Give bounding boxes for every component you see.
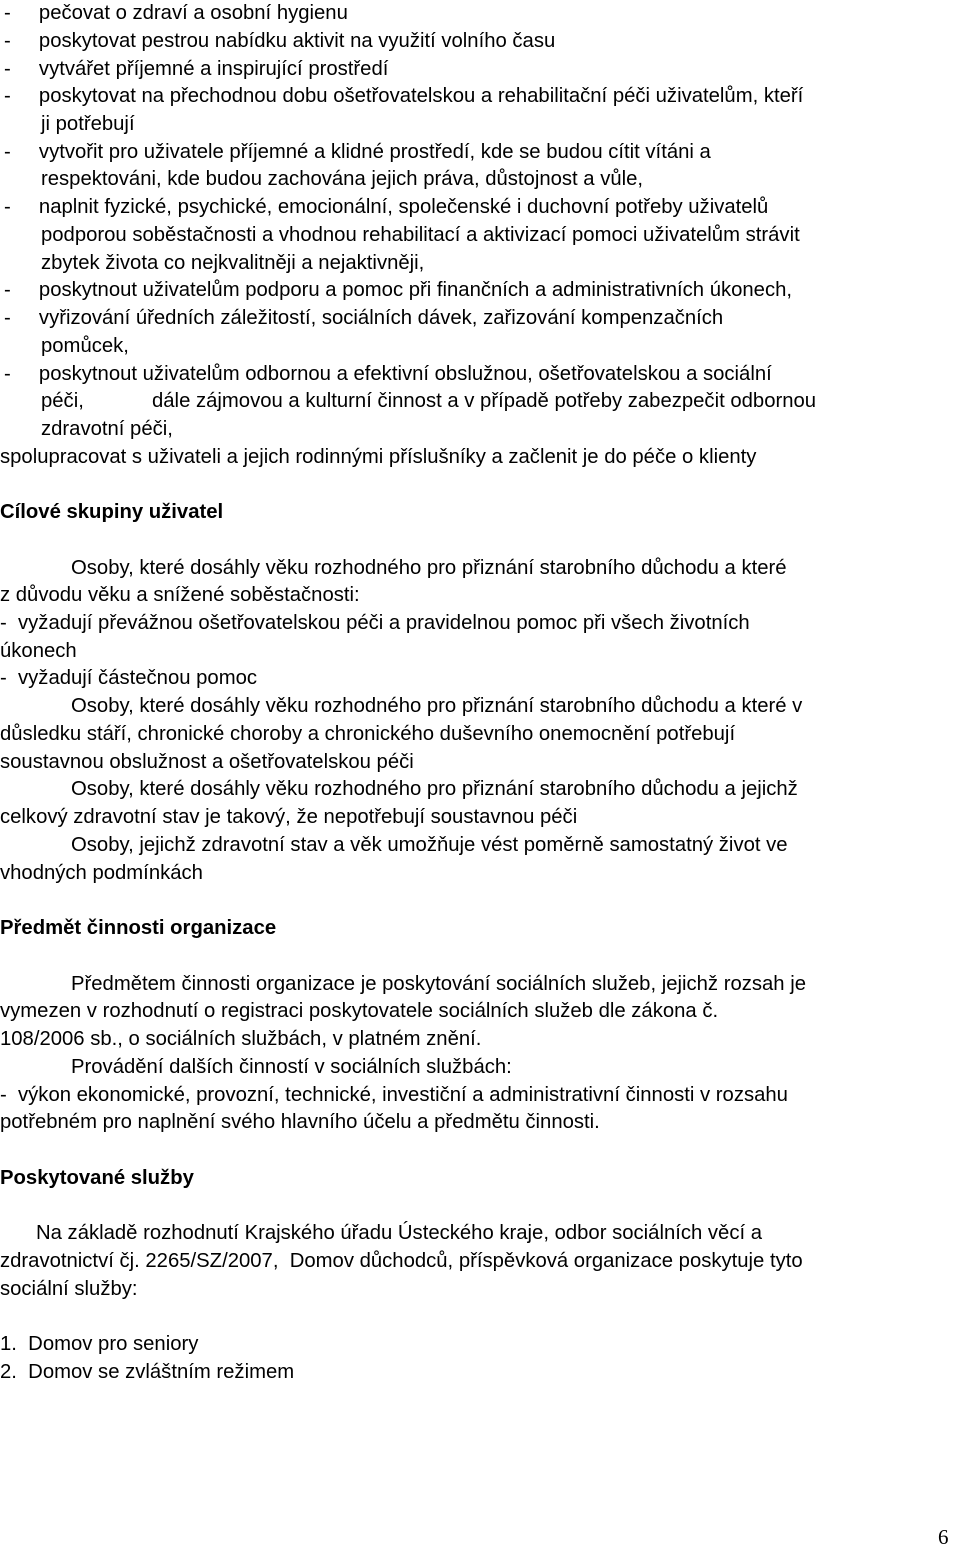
paragraph-line: Na základě rozhodnutí Krajského úřadu Ústeckého kraje, odbor sociálních věcí a xyxy=(36,1222,763,1244)
list-item-continuation: potřebném pro naplnění svého hlavního účelu a předmětu činnosti. xyxy=(0,1111,600,1133)
list-item: - vyžadují částečnou pomoc xyxy=(0,667,258,689)
paragraph-line: důsledku stáří, chronické choroby a chronického duševního onemocnění potřebují xyxy=(0,723,736,745)
paragraph-line: Osoby, jejichž zdravotní stav a věk umožňuje vést poměrně samostatný život ve xyxy=(71,834,788,856)
list-item-continuation: úkonech xyxy=(0,640,77,662)
paragraph-line: sociální služby: xyxy=(0,1278,138,1300)
list-item-continuation: pomůcek, xyxy=(41,335,129,357)
list-item-continuation: zbytek života co nejkvalitněji a nejaktivněji, xyxy=(41,252,425,274)
page-number: 6 xyxy=(938,1525,949,1549)
paragraph-line: vymezen v rozhodnutí o registraci poskytovatele sociálních služeb dle zákona č. xyxy=(0,1000,719,1022)
paragraph-line: soustavnou obslužnost a ošetřovatelskou péči xyxy=(0,751,414,773)
paragraph-line: 108/2006 sb., o sociálních službách, v platném znění. xyxy=(0,1028,482,1050)
list-item-continuation: péči, xyxy=(41,390,84,412)
list-item: - naplnit fyzické, psychické, emocionální, společenské i duchovní potřeby uživatelů xyxy=(4,196,769,218)
list-item: - poskytnout uživatelům odbornou a efektivní obslužnou, ošetřovatelskou a sociální xyxy=(4,363,772,385)
paragraph-line: celkový zdravotní stav je takový, že nepotřebují soustavnou péči xyxy=(0,806,578,828)
list-item: - výkon ekonomické, provozní, technické, investiční a administrativní činnosti v rozsahu xyxy=(0,1084,788,1106)
list-item-continuation: respektováni, kde budou zachována jejich práva, důstojnost a vůle, xyxy=(41,168,644,190)
paragraph-line: z důvodu věku a snížené soběstačnosti: xyxy=(0,584,360,606)
list-item: - vytvořit pro uživatele příjemné a klidné prostředí, kde se budou cítit vítáni a xyxy=(4,141,711,163)
list-item: - vyřizování úředních záležitostí, sociálních dávek, zařizování kompenzačních xyxy=(4,307,724,329)
list-item-continuation: dále zájmovou a kulturní činnost a v případě potřeby zabezpečit odbornou xyxy=(152,390,817,412)
section-heading: Cílové skupiny uživatel xyxy=(0,501,224,523)
paragraph-line: zdravotnictví čj. 2265/SZ/2007, Domov důchodců, příspěvková organizace poskytuje tyto xyxy=(0,1250,803,1272)
paragraph-line: Osoby, které dosáhly věku rozhodného pro přiznání starobního důchodu a které v xyxy=(71,695,803,717)
paragraph-line: Předmětem činnosti organizace je poskytování sociálních služeb, jejichž rozsah je xyxy=(71,973,806,995)
list-item-continuation: ji potřebují xyxy=(41,113,135,135)
list-item: - poskytovat pestrou nabídku aktivit na využití volního času xyxy=(4,30,556,52)
numbered-list-item: 2. Domov se zvláštním režimem xyxy=(0,1361,295,1383)
list-item: - pečovat o zdraví a osobní hygienu xyxy=(4,2,348,24)
paragraph-line: Osoby, které dosáhly věku rozhodného pro přiznání starobního důchodu a jejichž xyxy=(71,778,798,800)
paragraph-line: Osoby, které dosáhly věku rozhodného pro přiznání starobního důchodu a které xyxy=(71,557,787,579)
list-item-continuation: zdravotní péči, xyxy=(41,418,173,440)
numbered-list-item: 1. Domov pro seniory xyxy=(0,1333,199,1355)
paragraph-line: spolupracovat s uživateli a jejich rodinnými příslušníky a začlenit je do péče o klienty xyxy=(0,446,757,468)
section-heading: Poskytované služby xyxy=(0,1167,194,1189)
paragraph-line: vhodných podmínkách xyxy=(0,862,203,884)
list-item: - vyžadují převážnou ošetřovatelskou péči a pravidelnou pomoc při všech životních xyxy=(0,612,750,634)
list-item: - poskytovat na přechodnou dobu ošetřovatelskou a rehabilitační péči uživatelům, kteří xyxy=(4,85,804,107)
list-item: - poskytnout uživatelům podporu a pomoc při finančních a administrativních úkonech, xyxy=(4,279,793,301)
paragraph-line: Provádění dalších činností v sociálních službách: xyxy=(71,1056,512,1078)
list-item: - vytvářet příjemné a inspirující prostředí xyxy=(4,58,389,80)
section-heading: Předmět činnosti organizace xyxy=(0,917,277,939)
list-item-continuation: podporou soběstačnosti a vhodnou rehabilitací a aktivizací pomoci uživatelům strávit xyxy=(41,224,800,246)
